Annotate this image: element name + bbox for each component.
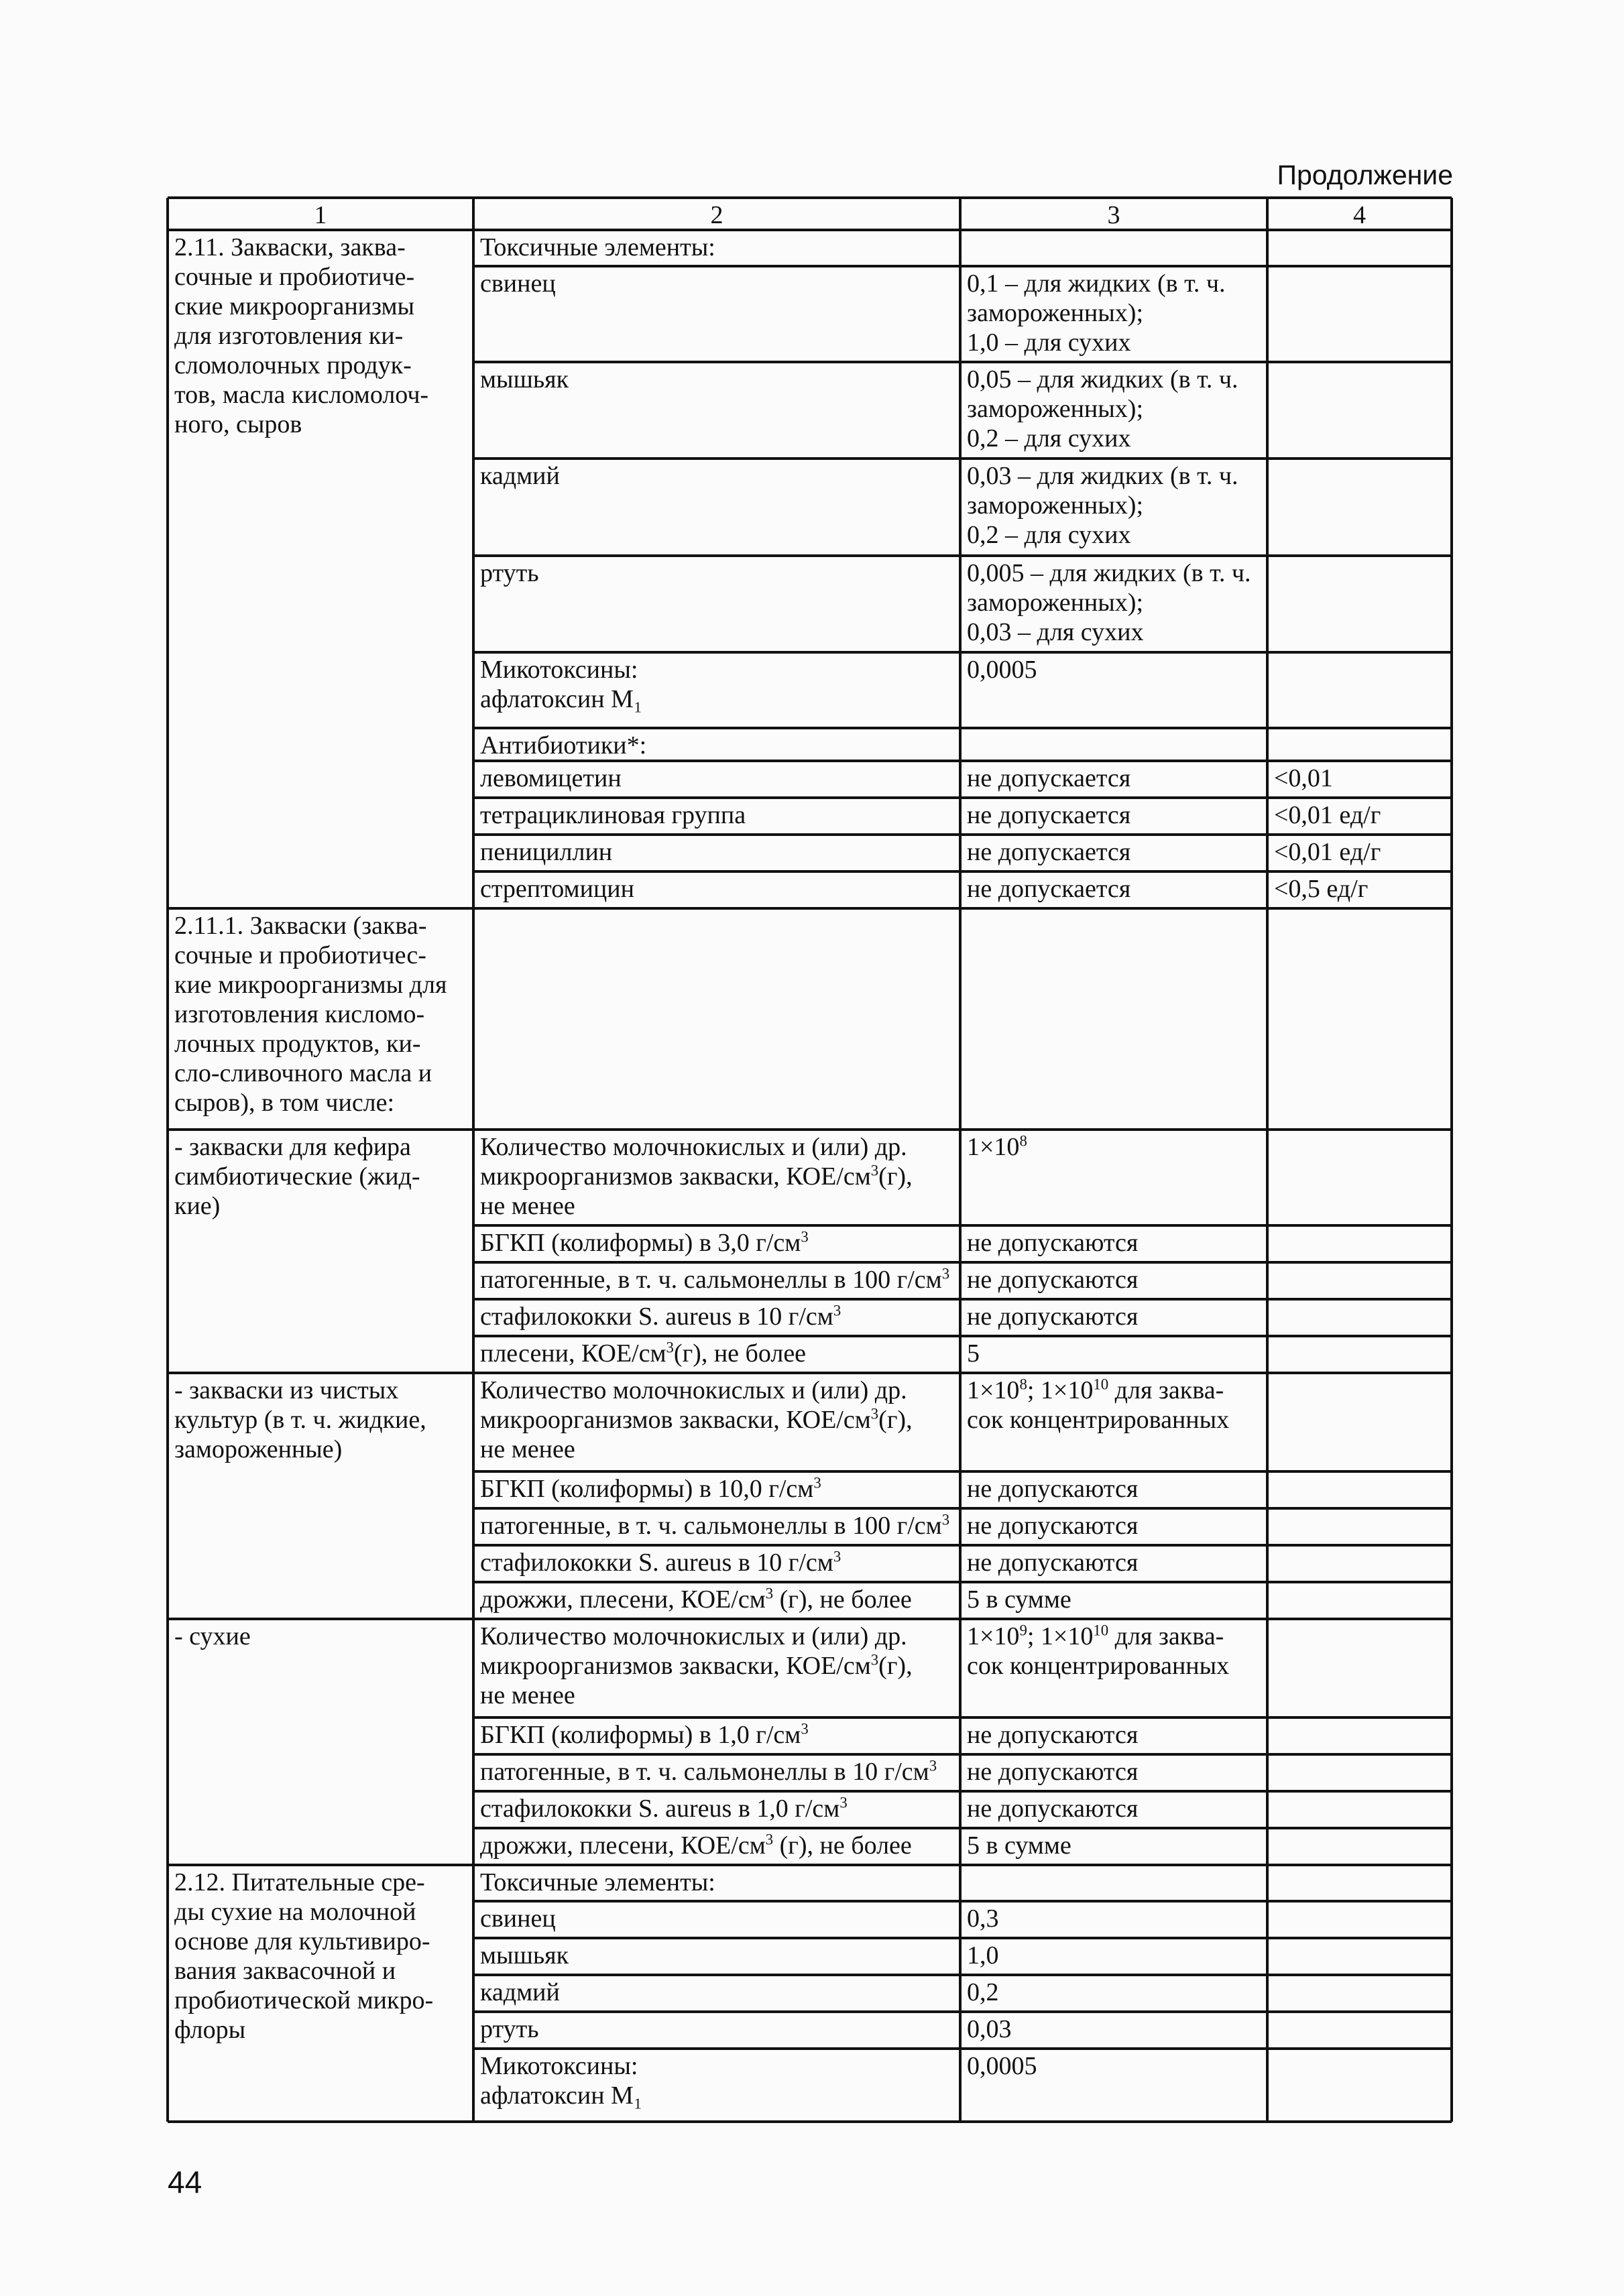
note-cell: [1267, 1130, 1452, 1225]
norm-cell: не допускаются: [967, 1512, 1139, 1540]
norm-cell: 0,2: [967, 1978, 999, 2006]
indicator-cell: стрептомицин: [480, 875, 634, 903]
norm-cell: $1\times 10^8$; $1\times 10^{10}$ для заква- сок концентрированных: [967, 1376, 1230, 1434]
indicator-cell: Количество молочнокислых и (или) др. микроорганизмов закваски, КОЕ/$см^3(г)$, не менее: [480, 1133, 913, 1220]
norm-cell: не допускаются: [967, 1266, 1139, 1294]
norm-cell: 0,3: [967, 1905, 999, 1933]
indicator-cell: [473, 908, 960, 1130]
product-name-cell: 2.12. Питательные сре- ды сухие на молочной основе для культивиро- вания заквасочной и пробиотической микро- флоры: [174, 1868, 434, 2044]
norm-cell: [960, 908, 1267, 1130]
note-cell: [1267, 1545, 1452, 1582]
indicator-cell: свинец: [480, 1905, 556, 1933]
norm-cell: не допускаются: [967, 1721, 1139, 1749]
note-cell: [1267, 1471, 1452, 1508]
note-cell: [1267, 1938, 1452, 1975]
indicator-cell: патогенные, в т. ч. сальмонеллы в 100 $г/см^3$: [480, 1511, 950, 1540]
note-cell: [1267, 459, 1452, 556]
norm-cell: не допускаются: [967, 1758, 1139, 1786]
norm-cell: не допускается: [967, 875, 1131, 903]
indicator-cell: Токсичные элементы:: [480, 233, 715, 261]
note-cell: [1267, 1754, 1452, 1791]
indicator-cell: БГКП (колиформы) в 1,0 $г/см^3$: [480, 1720, 809, 1749]
norm-cell: $1\times 10^8$: [967, 1132, 1027, 1161]
norm-cell: 0,0005: [967, 656, 1037, 684]
indicator-cell: кадмий: [480, 462, 560, 490]
norm-cell: не допускаются: [967, 1303, 1139, 1331]
norm-cell: 1,0: [967, 1941, 999, 1970]
column-header-3: 3: [1107, 201, 1120, 229]
column-header-4: 4: [1353, 201, 1366, 229]
norm-cell: [960, 728, 1267, 761]
norm-cell: не допускаются: [967, 1229, 1139, 1257]
note-cell: [1267, 1791, 1452, 1828]
product-name-cell: 2.11. Закваски, заква- сочные и пробиотиче- ские микроорганизмы для изготовления ки- сломолочных продук- тов, масла кисломолоч- ного, сыров: [174, 233, 429, 438]
indicator-cell: левомицетин: [480, 764, 622, 792]
norm-cell: 5 в сумме: [967, 1585, 1071, 1614]
note-cell: [1267, 362, 1452, 459]
indicator-cell: БГКП (колиформы) в 3,0 $г/см^3$: [480, 1228, 809, 1257]
product-name-cell: - закваски из чистых культур (в т. ч. жидкие, замороженные): [174, 1376, 426, 1463]
column-header-2: 2: [710, 201, 723, 229]
indicator-cell: Количество молочнокислых и (или) др. микроорганизмов закваски, КОЕ/$см^3(г)$, не менее: [480, 1376, 913, 1463]
indicator-cell: Количество молочнокислых и (или) др. микроорганизмов закваски, КОЕ/$см^3(г)$, не менее: [480, 1622, 913, 1709]
indicator-cell: кадмий: [480, 1978, 560, 2006]
indicator-cell: Антибиотики*:: [480, 731, 647, 760]
indicator-cell: Токсичные элементы:: [480, 1868, 715, 1896]
indicator-cell: ртуть: [480, 2015, 539, 2043]
indicator-cell: ртуть: [480, 559, 539, 587]
note-cell: [1267, 1717, 1452, 1754]
note-cell: [1267, 1828, 1452, 1865]
indicator-cell: Микотоксины: афлатоксин M₁: [480, 656, 643, 713]
indicator-cell: пенициллин: [480, 838, 613, 866]
norm-cell: не допускается: [967, 838, 1131, 866]
norm-cell: 5: [967, 1339, 980, 1368]
note-cell: [1267, 1975, 1452, 2012]
indicator-cell: дрожжи, плесени, КОЕ/$см^3$ (г), не более: [480, 1831, 912, 1860]
indicator-cell: дрожжи, плесени, КОЕ/$см^3$ (г), не более: [480, 1585, 912, 1614]
indicator-cell: Микотоксины: афлатоксин M₁: [480, 2052, 643, 2110]
norm-cell: 0,05 – для жидких (в т. ч. замороженных); 0,2 – для сухих: [967, 365, 1238, 452]
note-cell: [1267, 2012, 1452, 2049]
note-cell: [1267, 1582, 1452, 1619]
norm-cell: 0,03: [967, 2015, 1012, 2043]
norm-cell: не допускаются: [967, 1475, 1139, 1503]
norm-cell: [960, 230, 1267, 266]
note-cell: [1267, 230, 1452, 266]
norm-cell: 0,1 – для жидких (в т. ч. замороженных); 1,0 – для сухих: [967, 269, 1226, 357]
note-cell: <0,01: [1274, 764, 1333, 792]
indicator-cell: стафилококки S. aureus в 10 $г/см^3$: [480, 1548, 842, 1577]
indicator-cell: стафилококки S. aureus в 1,0 $г/см^3$: [480, 1794, 848, 1823]
note-cell: [1267, 1225, 1452, 1262]
product-name-cell: 2.11.1. Закваски (заква- сочные и пробиотичес- кие микроорганизмы для изготовления кисломо- лочных продуктов, ки- сло-сливочного масла и сыров), в том числе:: [174, 912, 447, 1117]
norm-cell: [960, 1865, 1267, 1901]
indicator-cell: БГКП (колиформы) в 10,0 $г/см^3$: [480, 1474, 821, 1503]
page-number: 44: [168, 2165, 202, 2199]
norm-cell: не допускаются: [967, 1795, 1139, 1823]
indicator-cell: плесени, КОЕ/$см^3(г)$, не более: [480, 1339, 807, 1368]
note-cell: [1267, 2049, 1452, 2122]
indicator-cell: мышьяк: [480, 365, 569, 394]
norm-cell: 0,005 – для жидких (в т. ч. замороженных); 0,03 – для сухих: [967, 559, 1251, 646]
note-cell: [1267, 1336, 1452, 1373]
note-cell: [1267, 1508, 1452, 1545]
note-cell: [1267, 1373, 1452, 1471]
note-cell: [1267, 908, 1452, 1130]
note-cell: [1267, 266, 1452, 362]
product-name-cell: - закваски для кефира симбиотические (жид- кие): [174, 1133, 420, 1220]
note-cell: [1267, 1299, 1452, 1336]
indicator-cell: патогенные, в т. ч. сальмонеллы в 100 $г/см^3$: [480, 1265, 950, 1294]
norm-cell: 5 в сумме: [967, 1831, 1071, 1860]
note-cell: [1267, 652, 1452, 728]
norm-cell: не допускается: [967, 764, 1131, 792]
indicator-cell: патогенные, в т. ч. сальмонеллы в 10 $г/см^3$: [480, 1757, 937, 1786]
note-cell: <0,01 ед/г: [1274, 838, 1381, 866]
note-cell: [1267, 1262, 1452, 1299]
product-name-cell: - сухие: [174, 1622, 251, 1650]
note-cell: [1267, 1865, 1452, 1901]
norm-cell: не допускается: [967, 801, 1131, 829]
column-header-1: 1: [314, 201, 327, 229]
indicator-cell: свинец: [480, 269, 556, 298]
norm-cell: 0,0005: [967, 2052, 1037, 2080]
norm-cell: $1\times 10^9$; $1\times 10^{10}$ для заква- сок концентрированных: [967, 1622, 1230, 1680]
note-cell: [1267, 1619, 1452, 1717]
continuation-label: Продолжение: [1277, 160, 1453, 190]
note-cell: <0,5 ед/г: [1274, 875, 1369, 903]
indicator-cell: мышьяк: [480, 1941, 569, 1970]
norm-cell: 0,03 – для жидких (в т. ч. замороженных); 0,2 – для сухих: [967, 462, 1238, 549]
note-cell: <0,01 ед/г: [1274, 801, 1381, 829]
note-cell: [1267, 556, 1452, 652]
indicator-cell: стафилококки S. aureus в 10 $г/см^3$: [480, 1302, 842, 1331]
norm-cell: не допускаются: [967, 1549, 1139, 1577]
indicator-cell: тетрациклиновая группа: [480, 801, 746, 829]
note-cell: [1267, 1901, 1452, 1938]
note-cell: [1267, 728, 1452, 761]
